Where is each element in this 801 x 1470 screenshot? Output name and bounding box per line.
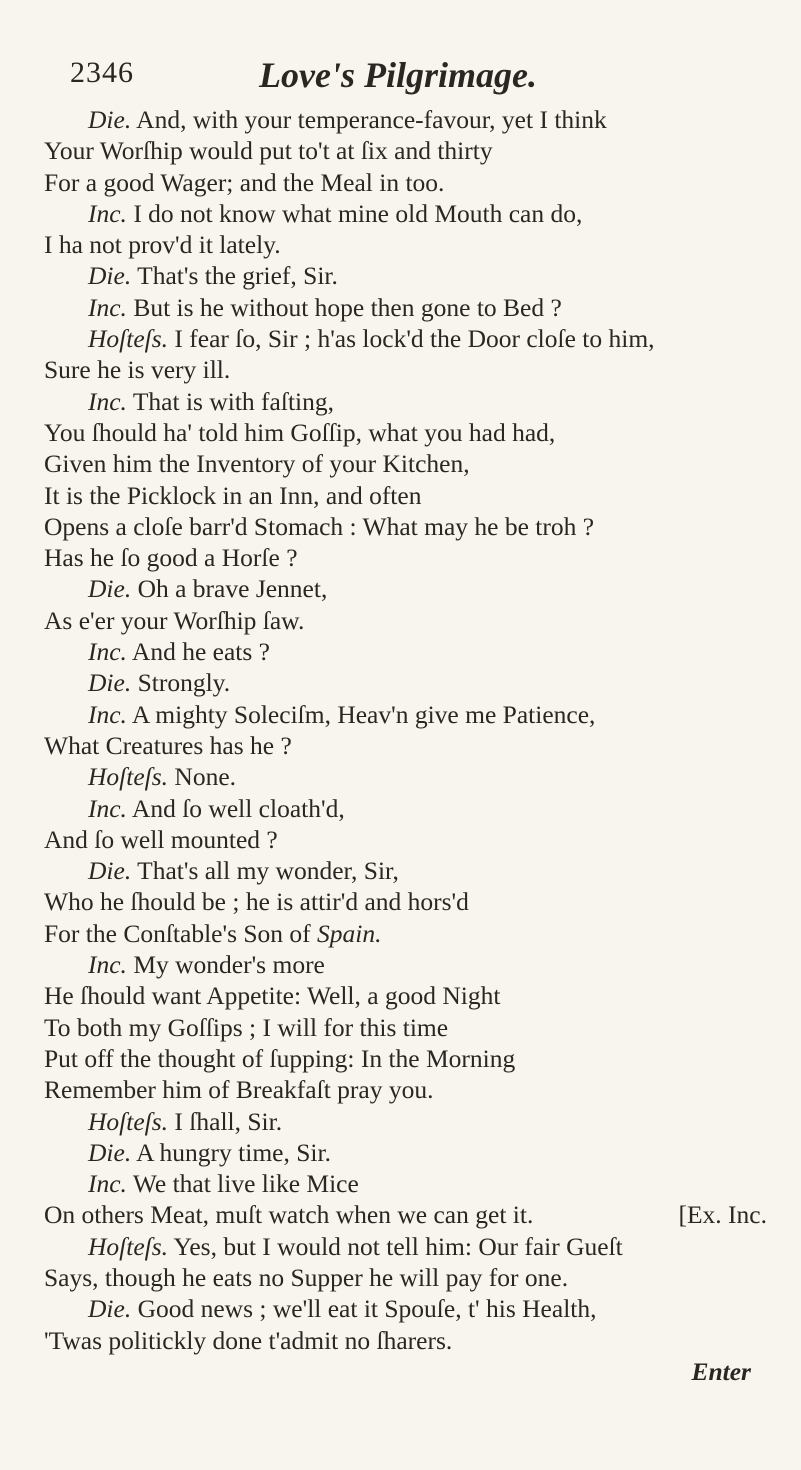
line-text: A mighty Soleciſm, Heav'n give me Patience, [126, 699, 596, 729]
line-text: And, with your temperance-favour, yet I think [131, 105, 607, 134]
line-text: On others Meat, muſt watch when we can get it. [44, 1200, 534, 1230]
speaker-name: Inc. [88, 386, 127, 416]
line-text: I do not know what mine old Mouth can do, [126, 198, 583, 228]
text-line [44, 886, 767, 917]
page-number: 2346 [70, 56, 134, 89]
line-text: I fear ſo, Sir ; h'as lock'd the Door cloſe to him, [168, 324, 655, 354]
speaker-name: Hoſteſs. [88, 324, 169, 354]
text-line [44, 229, 767, 260]
text-line [44, 1012, 767, 1043]
line-text: And he eats ? [126, 637, 270, 667]
text-line [44, 198, 767, 229]
text-line [44, 1231, 767, 1262]
text-line [44, 980, 767, 1011]
text-line [44, 667, 767, 698]
line-text: Opens a cloſe barr'd Stomach : What may he be troh ? [44, 511, 595, 541]
text-line [44, 1106, 767, 1137]
text-line [44, 448, 767, 479]
text-line [44, 949, 767, 980]
line-text: We that live like Mice [126, 1169, 359, 1199]
speaker-name: Die. [88, 668, 132, 698]
text-line [44, 323, 767, 354]
speaker-name: Inc. [88, 699, 127, 729]
text-line [44, 699, 767, 730]
line-text: Yes, but I would not tell him: Our fair Gueſt [168, 1231, 623, 1261]
text-line [44, 1199, 767, 1230]
line-text: That's the grief, Sir. [131, 261, 338, 291]
line-text: As e'er your Worſhip ſaw. [44, 605, 305, 635]
speaker-name: Die. [88, 261, 132, 291]
line-text: That is with faſting, [126, 386, 334, 416]
speaker-name: Inc. [88, 637, 127, 667]
line-text: That's all my wonder, Sir, [131, 856, 399, 886]
text-line [44, 918, 767, 949]
text-line [44, 855, 767, 886]
text-line [44, 104, 767, 135]
line-text: None. [168, 762, 237, 792]
speaker-name: Die. [88, 856, 132, 886]
text-line [44, 292, 767, 323]
line-text: And ſo well mounted ? [44, 824, 278, 854]
line-text: But is he without hope then gone to Bed ? [126, 292, 562, 322]
line-text: Who he ſhould be ; he is attir'd and hors'd [44, 887, 469, 917]
text-line [44, 135, 767, 166]
text-line [44, 1262, 767, 1293]
line-text: For a good Wager; and the Meal in too. [44, 167, 445, 197]
line-text: Sure he is very ill. [44, 355, 231, 385]
line-text: He ſhould want Appetite: Well, a good Night [44, 981, 501, 1011]
text-line [44, 511, 767, 542]
text-line [44, 1168, 767, 1199]
speaker-name: Inc. [88, 292, 127, 322]
line-text: Strongly. [131, 668, 231, 698]
text-line [44, 1137, 767, 1168]
speaker-name: Inc. [88, 793, 127, 823]
text-line [44, 1325, 767, 1356]
line-text: To both my Goſſips ; I will for this time [44, 1012, 449, 1042]
speaker-name: Die. [88, 1137, 132, 1167]
text-line [44, 1043, 767, 1074]
italic-place-name: Spain. [317, 918, 382, 948]
text-line [44, 417, 767, 448]
speaker-name: Inc. [88, 1169, 127, 1199]
speaker-name: Hoſteſs. [88, 1231, 169, 1261]
line-text: A hungry time, Sir. [131, 1137, 331, 1167]
text-line [44, 260, 767, 291]
text-line [44, 354, 767, 385]
speaker-name: Inc. [88, 950, 127, 980]
speaker-name: Hoſteſs. [88, 1106, 169, 1136]
line-text: My wonder's more [126, 950, 325, 980]
speaker-name: Inc. [88, 198, 127, 228]
running-title: Love's Pilgrimage. [259, 55, 537, 95]
line-text: Says, though he eats no Supper he will pay for one. [44, 1262, 569, 1292]
line-text: I ha not prov'd it lately. [44, 230, 281, 260]
speaker-name: Die. [88, 105, 132, 134]
text-line [44, 480, 767, 511]
speaker-name: Hoſteſs. [88, 762, 169, 792]
text-line [44, 1074, 767, 1105]
text-line [44, 1293, 767, 1324]
text-line [44, 386, 767, 417]
text-line [44, 761, 767, 792]
text-line [44, 824, 767, 855]
page-header [44, 48, 767, 104]
line-text: You ſhould ha' told him Goſſip, what you had had, [44, 417, 556, 447]
text-line [44, 793, 767, 824]
text-line [44, 730, 767, 761]
line-text: For the Conſtable's Son of [44, 918, 318, 948]
line-text: Given him the Inventory of your Kitchen, [44, 449, 470, 479]
stage-direction: [Ex. Inc. [678, 1200, 767, 1230]
line-text: 'Twas politickly done t'admit no ſharers. [44, 1325, 453, 1355]
text-line [44, 573, 767, 604]
line-text: I ſhall, Sir. [168, 1106, 283, 1136]
line-text: What Creatures has he ? [44, 730, 292, 760]
line-text: Good news ; we'll eat it Spouſe, t' his Health, [131, 1294, 597, 1324]
line-text: Oh a brave Jennet, [131, 574, 328, 604]
speaker-name: Die. [88, 1294, 132, 1324]
line-text: And ſo well cloath'd, [126, 793, 345, 823]
line-text: Your Worſhip would put to't at ſix and thirty [44, 136, 493, 166]
catchword: Enter [691, 1356, 751, 1386]
text-line [44, 167, 767, 198]
line-text: Remember him of Breakfaſt pray you. [44, 1075, 434, 1105]
text-line [44, 636, 767, 667]
text-line [44, 605, 767, 636]
line-text: Has he ſo good a Horſe ? [44, 543, 298, 573]
play-text [44, 104, 767, 1356]
speaker-name: Die. [88, 574, 132, 604]
line-text: Put off the thought of ſupping: In the Morning [44, 1043, 516, 1073]
line-text: It is the Picklock in an Inn, and often [44, 480, 422, 510]
text-line [44, 542, 767, 573]
